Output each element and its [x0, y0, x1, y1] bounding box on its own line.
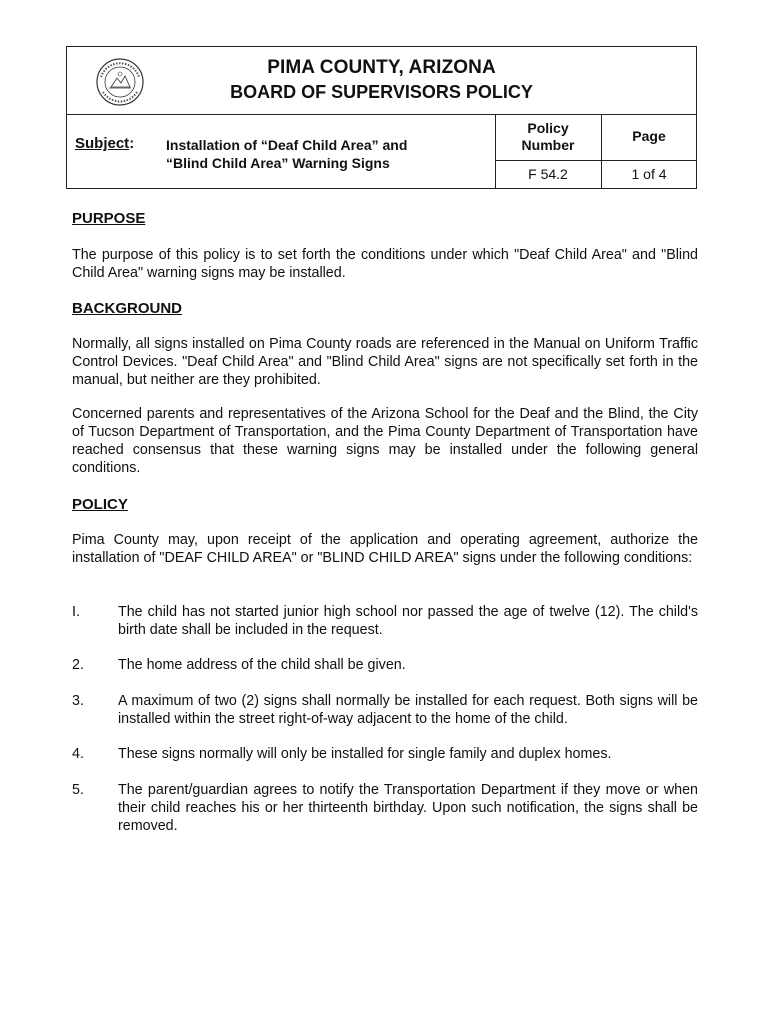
- policy-heading: POLICY: [72, 496, 128, 513]
- policy-number-value: F 54.2: [528, 166, 568, 182]
- list-item-number: 5.: [72, 782, 84, 798]
- policy-intro-paragraph: Pima County may, upon receipt of the application and operating agreement, authorize the installation of "DEAF CHILD AREA" or "BLIND CHILD AREA" signs under the following conditions:: [72, 532, 698, 566]
- purpose-heading: PURPOSE: [72, 210, 146, 227]
- board-policy-title: BOARD OF SUPERVISORS POLICY: [230, 82, 533, 102]
- list-item-number: 2.: [72, 657, 84, 673]
- list-item-number: 3.: [72, 693, 84, 709]
- table-row-divider: [495, 160, 696, 161]
- page-value: 1 of 4: [631, 166, 667, 182]
- page-header: Page: [632, 128, 666, 144]
- background-paragraph-2: Concerned parents and representatives of the Arizona School for the Deaf and the Blind, the City of Tucson Department of Transportation, and the Pima County Department of Transportation have reached consensus that these warning signs may be installed under the following general conditions.: [72, 406, 698, 476]
- list-item-number: I.: [72, 604, 80, 620]
- background-heading: BACKGROUND: [72, 300, 182, 317]
- list-item-number: 4.: [72, 746, 84, 762]
- list-item: The parent/guardian agrees to notify the Transportation Department if they move or when their child reaches his or her thirteenth birthday. Upon such notification, the signs shall be removed.: [118, 782, 698, 834]
- list-item: The home address of the child shall be given.: [118, 657, 406, 673]
- county-title: PIMA COUNTY, ARIZONA: [267, 57, 496, 78]
- subject-label: Subject:: [75, 135, 135, 152]
- background-paragraph-1: Normally, all signs installed on Pima County roads are referenced in the Manual on Uniform Traffic Control Devices. "Deaf Child Area" and "Blind Child Area" signs are not specifically set forth in the manual, but neither are they prohibited.: [72, 336, 698, 388]
- policy-header-table: [66, 46, 697, 189]
- subject-text: [166, 136, 486, 172]
- subject-line-2: “Blind Child Area” Warning Signs: [166, 155, 390, 171]
- list-item: The child has not started junior high school nor passed the age of twelve (12). The child's birth date shall be included in the request.: [118, 604, 698, 638]
- list-item: A maximum of two (2) signs shall normally be installed for each request. Both signs will be installed within the street right-of-way adjacent to the home of the child.: [118, 693, 698, 727]
- subject-line-1: Installation of “Deaf Child Area” and: [166, 137, 408, 153]
- purpose-paragraph: The purpose of this policy is to set forth the conditions under which "Deaf Child Area" and "Blind Child Area" warning signs may be installed.: [72, 247, 698, 281]
- list-item: These signs normally will only be installed for single family and duplex homes.: [118, 746, 612, 762]
- policy-number-header: Policy Number: [521, 120, 575, 153]
